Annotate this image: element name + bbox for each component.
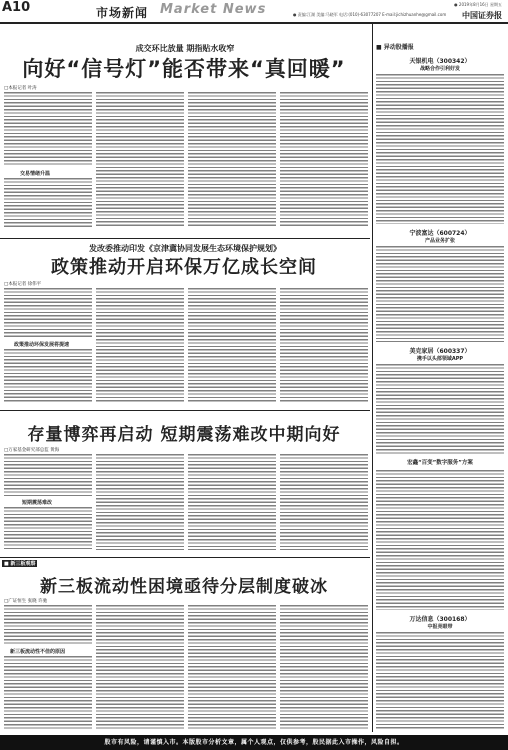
story2-byline: □本报记者 徐伟平 [4,282,42,287]
story1-byline: □本报记者 叶涛 [4,86,37,91]
story1-body-col1b [4,178,92,228]
story4-headline: 新三板流动性困境亟待分层制度破冰 [40,577,328,597]
story2-headline: 政策推动开启环保万亿成长空间 [51,257,317,278]
sidebar-company-note: 战略合作引利好发 [419,66,460,72]
editor-info: ● 责编:江湖 美编:马晓军 电话:(010)-63077207 E-mail:jichizhuanhe@gmail.com [293,12,447,17]
story2-body-col1b [4,349,92,403]
story2-body-col3 [188,288,276,403]
story2-body-col4 [280,288,368,403]
sidebar-company: 宏鑫“百变”数字服务”方案 [407,460,473,466]
header-rule [0,22,508,24]
sidebar-company: 美克家居（600337） [409,348,471,355]
story4-byline: □广证恒生 张晓 许驰 [4,599,48,604]
story4-body-col1b [4,656,92,730]
sidebar-company: 宁波富达（600724） [409,230,471,237]
sidebar-divider [372,24,373,732]
story4-body-col2 [96,605,184,730]
section-title: 市场新闻 [96,6,149,20]
story3-headline: 存量博弈再启动 短期震荡难改中期向好 [27,425,341,445]
story1-body-col4 [280,92,368,228]
sidebar-body [376,470,504,610]
story4-body-col1 [4,605,92,645]
story1-body-col1 [4,92,92,166]
story1-subhead: 交易情绪升温 [20,171,51,177]
sidebar-company-note: 中报亮眼带 [427,624,453,630]
page-header [0,0,508,22]
story3-subhead: 短期震荡难改 [22,500,53,506]
story1-kicker: 成交环比放量 期指贴水收窄 [135,44,235,53]
newspaper-brand: 中国证券报 [462,10,502,20]
story3-body-col2 [96,454,184,550]
story1-body-col3 [188,92,276,228]
story4-body-col3 [188,605,276,730]
section-title-en: Market News [160,2,267,17]
story2-kicker: 发改委推动印发《京津冀协同发展生态环境保护规划》 [89,244,281,253]
story2-subhead: 政策推动环保发展将提速 [14,342,70,348]
story1-headline: 向好“信号灯”能否带来“真回暖” [22,57,346,81]
story3-body-col3 [188,454,276,550]
sidebar-body [376,364,504,454]
story3-byline: □万家基金研究部总监 黄海 [4,448,60,453]
story-divider [0,557,370,558]
story4-subhead: 新三板流动性不佳的原因 [10,649,66,655]
story2-body-col2 [96,288,184,403]
sidebar-body [376,632,504,730]
story-divider [0,238,370,239]
sidebar-company-note: 携手以头部领域APP [416,356,464,362]
sidebar-company: 万达信息（300168） [409,616,471,623]
sidebar-company: 天银机电（300342） [409,58,471,65]
sidebar-heading: ■ 异动股播报 [376,44,414,51]
story3-body-col1b [4,507,92,550]
story3-body-col4 [280,454,368,550]
story4-body-col4 [280,605,368,730]
story-divider [0,410,370,411]
story4-column-tag: ■ 新三板观察 [4,561,36,567]
story1-body-col2 [96,92,184,228]
page-number: A10 [2,0,31,15]
story3-body-col1 [4,454,92,496]
sidebar-body [376,246,504,342]
issue-date: ● 2019年8月16日 星期五 [454,2,502,7]
risk-disclaimer: 股市有风险，请谨慎入市。本版股市分析文章，属个人观点，仅供参考，股民据此入市操作，风险自担。 [0,735,508,750]
sidebar-body [376,74,504,224]
sidebar-company-note: 产品业务扩张 [424,238,455,244]
story2-body-col1 [4,288,92,338]
